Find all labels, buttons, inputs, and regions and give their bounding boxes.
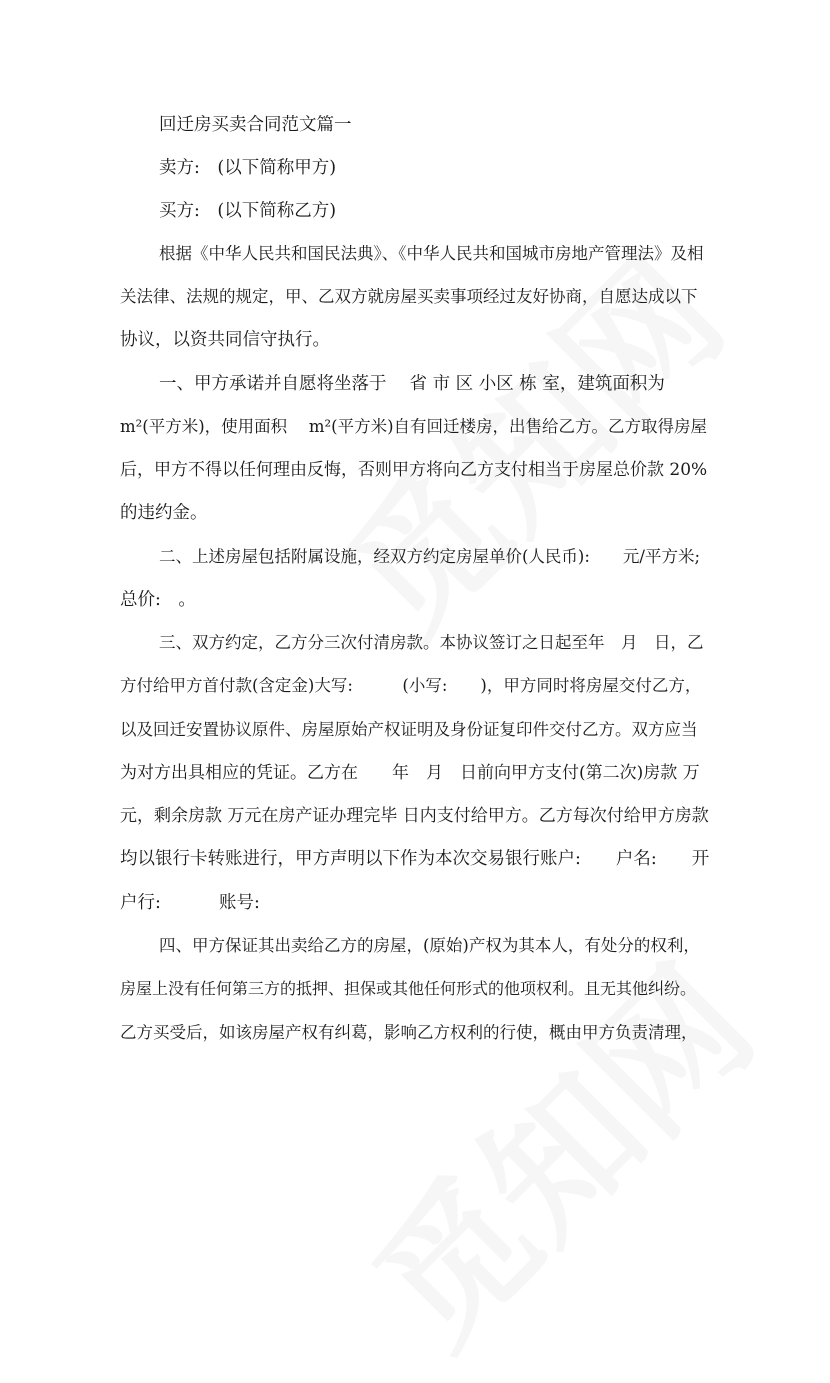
paragraph-line: 关法律、法规的规定，甲、乙双方就房屋买卖事项经过友好协商，自愿达成以下	[120, 287, 698, 306]
watermark	[290, 203, 761, 674]
paragraph-line: 协议，以资共同信守执行。	[120, 330, 330, 350]
document-title: 回迁房买卖合同范文篇一	[159, 115, 352, 135]
paragraph-line: 的违约金。	[120, 503, 208, 523]
paragraph-line: 元，剩余房款 万元在房产证办理完毕 日内支付给甲方。乙方每次付给甲方房款	[120, 806, 709, 826]
paragraph-line: 根据《中华人民共和国民法典》、《中华人民共和国城市房地产管理法》及相	[159, 244, 704, 263]
seller-line: 卖方: (以下简称甲方)	[159, 158, 337, 178]
buyer-line: 买方: (以下简称乙方)	[159, 201, 337, 221]
paragraph-line: 为对方出具相应的凭证。乙方在 年 月 日前向甲方支付(第二次)房款 万	[120, 763, 700, 783]
paragraph-line: 房屋上没有任何第三方的抵押、担保或其他任何形式的他项权利。且无其他纠纷。	[120, 979, 697, 998]
paragraph-line: 以及回迁安置协议原件、房屋原始产权证明及身份证复印件交付乙方。双方应当	[120, 720, 698, 739]
paragraph-line: 总价: 。	[120, 590, 196, 610]
paragraph-line: 后，甲方不得以任何理由反悔，否则甲方将向乙方支付相当于房屋总价款 20%	[120, 460, 708, 480]
paragraph-line: 三、双方约定，乙方分三次付清房款。本协议签订之日起至年 月 日，乙	[159, 633, 704, 652]
paragraph-line: 乙方买受后，如该房屋产权有纠葛，影响乙方权利的行使，概由甲方负责清理，	[120, 1023, 698, 1042]
paragraph-line: 一、甲方承诺并自愿将坐落于 省 市 区 小区 栋 室，建筑面积为	[159, 374, 665, 394]
paragraph-line: m²(平方米)，使用面积 m²(平方米)自有回迁楼房，出售给乙方。乙方取得房屋	[120, 417, 708, 436]
paragraph-line: 四、甲方保证其出卖给乙方的房屋，(原始)产权为其本人，有处分的权利，	[159, 936, 700, 955]
paragraph-line: 二、上述房屋包括附属设施，经双方约定房屋单价(人民币): 元/平方米;	[159, 547, 701, 566]
paragraph-line: 方付给甲方首付款(含定金)大写: (小写: )，甲方同时将房屋交付乙方，	[120, 676, 702, 695]
paragraph-line: 均以银行卡转账进行，甲方声明以下作为本次交易银行账户: 户名: 开	[120, 849, 710, 869]
paragraph-line: 户行: 账号:	[120, 893, 260, 913]
